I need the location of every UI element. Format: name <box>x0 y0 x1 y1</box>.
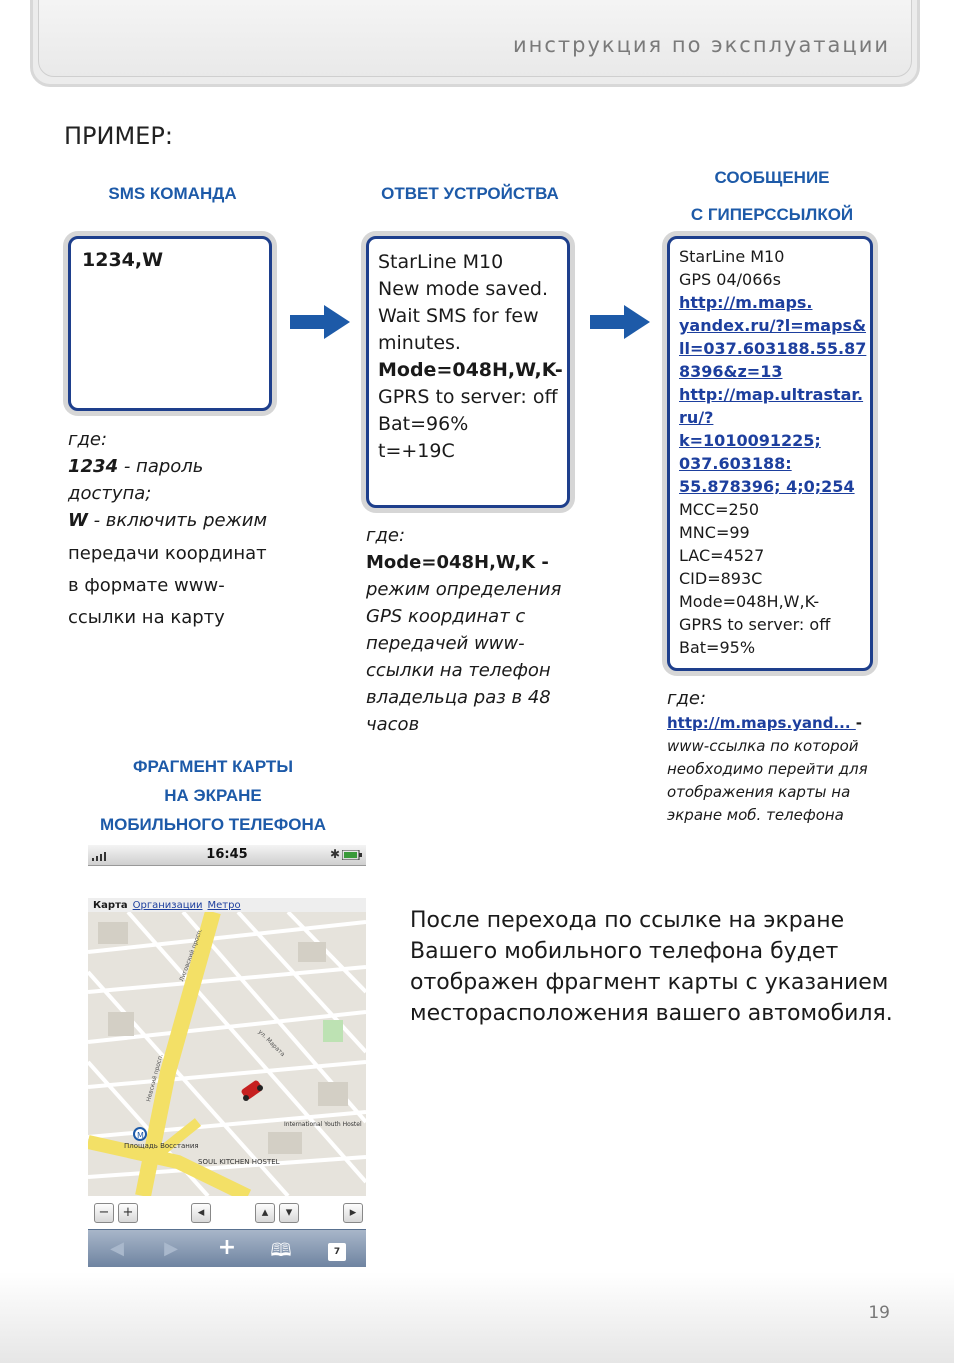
reply-note <box>366 522 586 738</box>
note-where: где: <box>366 525 406 546</box>
note-dash: - <box>855 714 863 732</box>
bluetooth-icon: ✱ <box>329 847 340 861</box>
page-number: 19 <box>868 1303 890 1323</box>
description-paragraph: После перехода по ссылке на экране Вашего мобильного телефона будет отображен фрагмент карты с указанием месторасположения вашего автомобиля. <box>410 908 893 1026</box>
arrow-right-icon <box>590 305 650 339</box>
message-line: MCC=250 <box>679 500 760 519</box>
tabs-count: 7 <box>328 1243 346 1261</box>
note-desc: - включить режим <box>87 510 268 531</box>
device-reply-screen <box>366 236 570 508</box>
note-desc: доступа; <box>68 483 152 504</box>
note-code: W <box>68 510 88 531</box>
note-desc: отображения карты на <box>667 783 851 801</box>
forward-icon[interactable]: ▶ <box>164 1238 178 1259</box>
note-link[interactable]: http://m.maps.yand... <box>667 714 856 732</box>
reply-line: minutes. <box>378 332 461 354</box>
message-link[interactable]: 8396&z=13 <box>679 362 783 381</box>
map-label-ligovsky: Лиговский просп. <box>178 927 205 983</box>
map-label-soul-kitchen: SOUL KITCHEN HOSTEL <box>198 1158 280 1166</box>
map-section-heading <box>88 752 338 839</box>
message-line: MNC=99 <box>679 523 750 542</box>
reply-line: Wait SMS for few <box>378 305 539 327</box>
note-mode: Mode=048H,W,K - <box>366 552 549 573</box>
map-label-nevsky: Невский просп. <box>145 1053 165 1103</box>
note-desc: www-ссылка по которой <box>667 737 859 755</box>
note-desc: режим определения <box>366 579 562 600</box>
message-link[interactable]: ll=037.603188.55.87 <box>679 339 867 358</box>
reply-line: GPRS to server: off <box>378 386 558 408</box>
note-plain: в формате www- <box>68 575 225 596</box>
device-reply-heading: ОТВЕТ УСТРОЙСТВА <box>381 184 559 203</box>
add-icon[interactable]: + <box>217 1235 237 1260</box>
reply-line: StarLine M10 <box>378 251 504 273</box>
reply-line: t=+19C <box>378 440 455 462</box>
message-link[interactable]: http://m.maps. <box>679 293 813 312</box>
note-desc: передачей www- <box>366 633 525 654</box>
zoom-in-button[interactable]: + <box>118 1203 138 1223</box>
note-desc: GPS координат с <box>366 606 526 627</box>
hyperlink-message-screen <box>667 236 873 671</box>
example-label: ПРИМЕР: <box>64 122 173 150</box>
sms-command-screen <box>68 236 272 411</box>
tab-map[interactable]: Карта <box>93 900 128 911</box>
message-link[interactable]: http://map.ultrastar. <box>679 385 864 404</box>
pan-right-button[interactable]: ▸ <box>343 1203 363 1223</box>
note-desc: владельца раз в 48 <box>366 687 551 708</box>
status-time: 16:45 <box>206 847 248 862</box>
note-where: где: <box>667 688 707 709</box>
message-link[interactable]: k=1010091225; <box>679 431 821 450</box>
tab-organizations[interactable]: Организации <box>132 900 203 911</box>
map-heading-line: МОБИЛЬНОГО ТЕЛЕФОНА <box>99 815 327 834</box>
hyperlink-note <box>667 686 927 827</box>
reply-mode-line: Mode=048H,W,K- <box>378 359 563 381</box>
map-graphic <box>88 912 366 1196</box>
sms-command-heading: SMS КОМАНДА <box>108 184 237 203</box>
back-icon[interactable]: ◀ <box>110 1238 124 1259</box>
message-line: CID=893C <box>679 569 763 588</box>
note-plain: передачи координат <box>68 543 267 564</box>
note-desc: необходимо перейти для <box>667 760 868 778</box>
note-plain: ссылки на карту <box>68 607 225 628</box>
map-view[interactable] <box>88 912 366 1196</box>
header-title: инструкция по эксплуатации <box>513 33 890 57</box>
message-link[interactable]: ru/? <box>679 408 714 427</box>
map-controls <box>88 1198 366 1228</box>
message-line: GPS 04/066s <box>679 270 781 289</box>
pan-up-button[interactable]: ▴ <box>255 1203 275 1223</box>
reply-line: Bat=96% <box>378 413 469 435</box>
map-screenshot <box>88 898 366 1266</box>
message-line: StarLine M10 <box>679 247 785 266</box>
map-label-square: Площадь Восстания <box>124 1142 199 1150</box>
note-desc: ссылки на телефон <box>366 660 551 681</box>
message-line: GPRS to server: off <box>679 615 831 634</box>
phone-status-bar <box>88 845 366 866</box>
map-heading-line: ФРАГМЕНТ КАРТЫ <box>133 757 293 776</box>
arrow-right-icon <box>290 305 350 339</box>
tab-metro[interactable]: Метро <box>207 900 241 911</box>
pan-down-button[interactable]: ▾ <box>279 1203 299 1223</box>
reply-line: New mode saved. <box>378 278 548 300</box>
tabs-icon[interactable] <box>322 1238 352 1261</box>
map-heading-line: НА ЭКРАНЕ <box>164 786 262 805</box>
browser-toolbar <box>88 1229 366 1267</box>
map-label-youth-hostel: International Youth Hostel <box>284 1121 362 1128</box>
battery-icon <box>342 850 362 860</box>
pan-left-button[interactable]: ◂ <box>191 1203 211 1223</box>
note-where: где: <box>68 429 108 450</box>
note-desc: часов <box>366 714 420 735</box>
sms-command-text: 1234,W <box>82 249 164 271</box>
note-code: 1234 <box>68 456 119 477</box>
message-link[interactable]: 037.603188: <box>679 454 792 473</box>
message-link[interactable]: yandex.ru/?l=maps& <box>679 316 867 335</box>
bookmarks-icon[interactable]: 🕮 <box>270 1240 292 1261</box>
note-desc: - пароль <box>118 456 204 477</box>
page-footer <box>0 1272 954 1363</box>
svg-text:M: M <box>137 1131 144 1140</box>
hyperlink-heading-1: СООБЩЕНИЕ <box>714 168 830 187</box>
note-desc: экране моб. телефона <box>667 806 844 824</box>
message-link[interactable]: 55.878396; 4;0;254 <box>679 477 855 496</box>
sms-note <box>68 426 308 634</box>
zoom-out-button[interactable]: − <box>94 1203 114 1223</box>
message-line: Mode=048H,W,K- <box>679 592 820 611</box>
map-label-marata: ул. Марата <box>256 1028 287 1058</box>
message-line: Bat=95% <box>679 638 756 657</box>
message-line: LAC=4527 <box>679 546 765 565</box>
hyperlink-heading-2: С ГИПЕРССЫЛКОЙ <box>690 205 854 224</box>
